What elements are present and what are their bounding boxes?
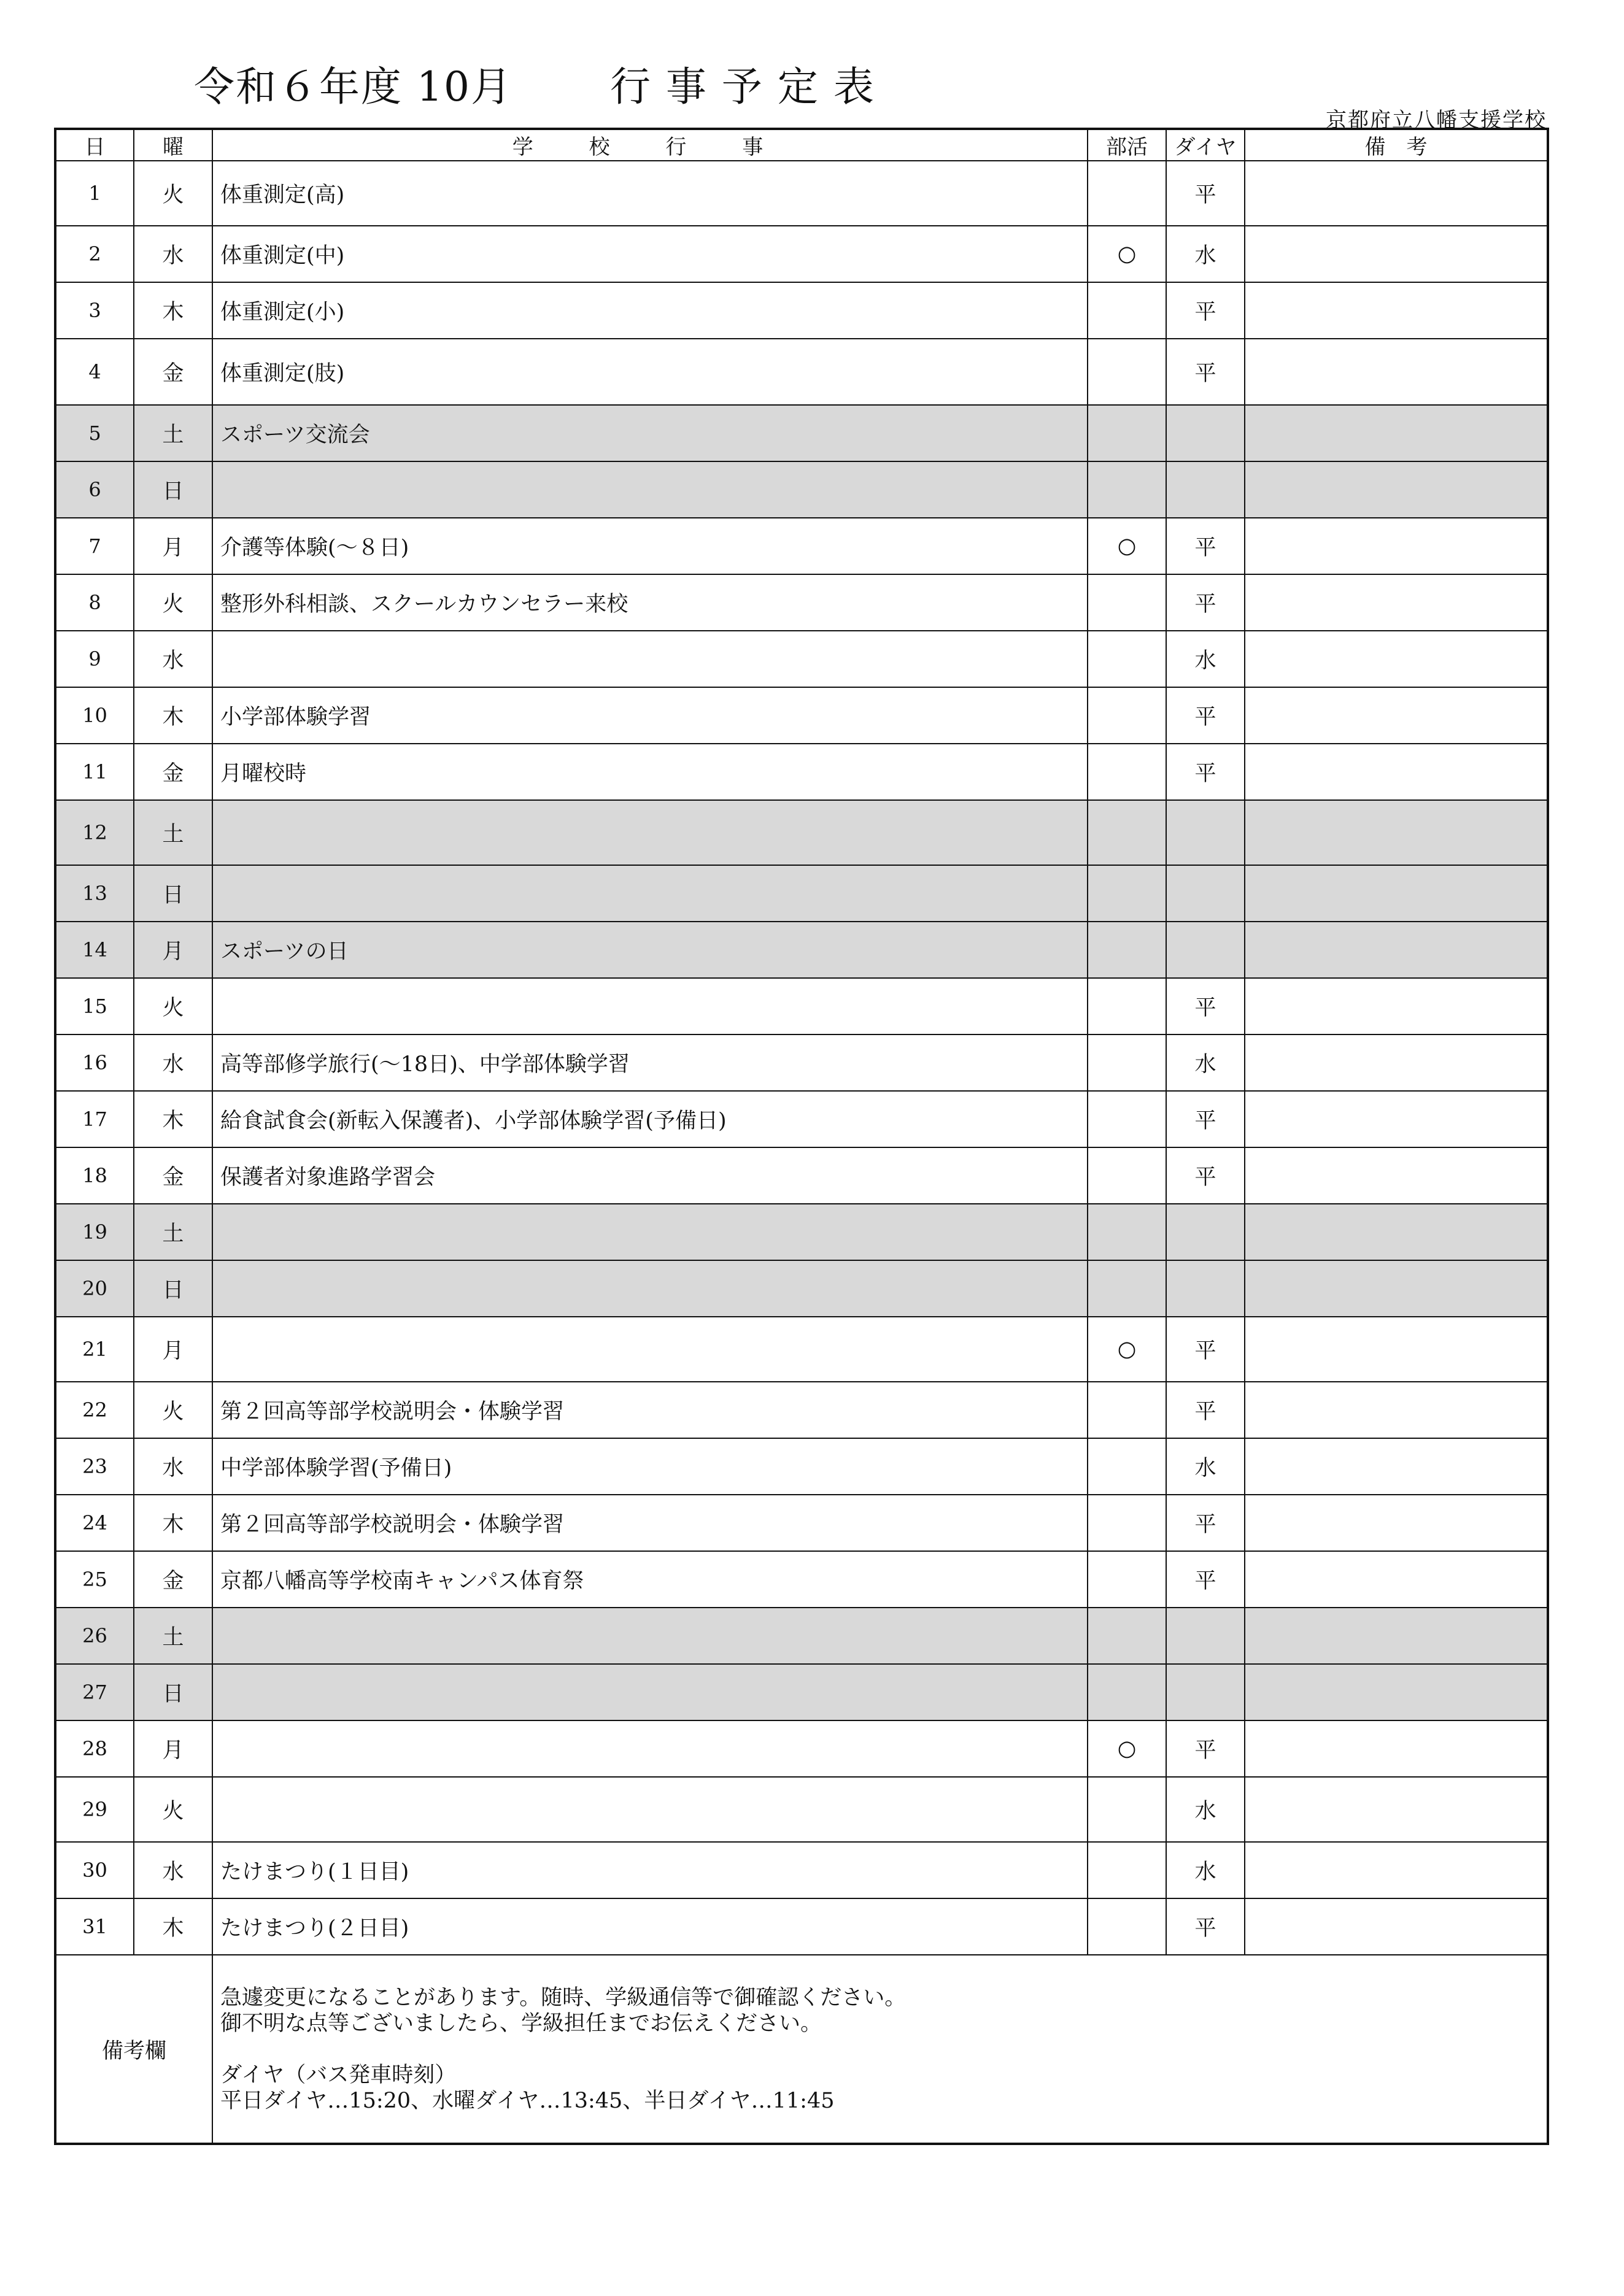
bus-schedule-cell: 平 (1166, 518, 1245, 574)
event-cell: 介護等体験(～８日) (212, 518, 1088, 574)
remarks-cell (1245, 800, 1548, 865)
day-cell: 8 (55, 574, 134, 631)
club-activity-cell (1088, 1091, 1166, 1147)
table-row (55, 744, 1548, 800)
remarks-cell (1245, 461, 1548, 518)
remarks-cell (1245, 631, 1548, 687)
club-activity-cell: ○ (1088, 1720, 1166, 1777)
event-cell (212, 800, 1088, 865)
weekday-cell: 木 (134, 282, 212, 339)
table-row (55, 518, 1548, 574)
table-row (55, 226, 1548, 282)
event-cell (212, 631, 1088, 687)
club-activity-cell (1088, 1495, 1166, 1551)
remarks-cell (1245, 1608, 1548, 1664)
remarks-cell (1245, 1842, 1548, 1898)
weekday-cell: 火 (134, 161, 212, 226)
page-title: 令和６年度 10月 行 事 予 定 表 (194, 63, 875, 110)
remarks-cell (1245, 1720, 1548, 1777)
table-row (55, 1204, 1548, 1260)
club-activity-cell (1088, 1608, 1166, 1664)
event-cell: 整形外科相談、スクールカウンセラー来校 (212, 574, 1088, 631)
club-activity-cell (1088, 865, 1166, 922)
weekday-cell: 土 (134, 1204, 212, 1260)
club-activity-cell (1088, 461, 1166, 518)
club-activity-cell (1088, 1551, 1166, 1608)
weekday-cell: 日 (134, 461, 212, 518)
bus-schedule-cell: 平 (1166, 978, 1245, 1034)
remarks-cell (1245, 687, 1548, 744)
day-cell: 2 (55, 226, 134, 282)
club-activity-cell (1088, 1898, 1166, 1955)
event-cell: 体重測定(高) (212, 161, 1088, 226)
notes-row (55, 1955, 1548, 2144)
event-cell: たけまつり(１日目) (212, 1842, 1088, 1898)
bus-schedule-cell: 水 (1166, 1777, 1245, 1842)
table-row (55, 1034, 1548, 1091)
notes-line: 御不明な点等ございましたら、学級担任までお伝えください。 (220, 2011, 822, 2036)
bus-schedule-cell: 平 (1166, 1147, 1245, 1204)
notes-line: 急遽変更になることがあります。随時、学級通信等で御確認ください。 (220, 1985, 907, 2010)
bus-schedule-cell (1166, 1260, 1245, 1317)
table-row (55, 1551, 1548, 1608)
notes-line: ダイヤ（バス発車時刻） (220, 2062, 457, 2087)
club-activity-cell (1088, 1664, 1166, 1720)
bus-schedule-cell: 水 (1166, 1842, 1245, 1898)
event-cell (212, 1608, 1088, 1664)
day-cell: 3 (55, 282, 134, 339)
day-cell: 25 (55, 1551, 134, 1608)
weekday-cell: 火 (134, 574, 212, 631)
remarks-cell (1245, 1777, 1548, 1842)
remarks-cell (1245, 922, 1548, 978)
remarks-cell (1245, 1495, 1548, 1551)
bus-schedule-cell (1166, 922, 1245, 978)
event-cell: 給食試食会(新転入保護者)、小学部体験学習(予備日) (212, 1091, 1088, 1147)
remarks-cell (1245, 339, 1548, 405)
weekday-cell: 水 (134, 1034, 212, 1091)
day-cell: 31 (55, 1898, 134, 1955)
bus-schedule-cell: 平 (1166, 1898, 1245, 1955)
bus-schedule-cell (1166, 1204, 1245, 1260)
table-row (55, 1260, 1548, 1317)
club-activity-cell (1088, 1382, 1166, 1438)
weekday-cell: 木 (134, 1898, 212, 1955)
event-cell: 高等部修学旅行(～18日)、中学部体験学習 (212, 1034, 1088, 1091)
table-row (55, 1842, 1548, 1898)
table-row (55, 1720, 1548, 1777)
event-cell: 京都八幡高等学校南キャンパス体育祭 (212, 1551, 1088, 1608)
bus-schedule-cell: 平 (1166, 161, 1245, 226)
club-activity-cell: ○ (1088, 1317, 1166, 1382)
notes-line: 平日ダイヤ…15:20、水曜ダイヤ…13:45、半日ダイヤ…11:45 (220, 2088, 835, 2113)
weekday-cell: 水 (134, 631, 212, 687)
remarks-cell (1245, 1898, 1548, 1955)
event-cell: 月曜校時 (212, 744, 1088, 800)
event-cell: 体重測定(肢) (212, 339, 1088, 405)
table-row (55, 978, 1548, 1034)
club-activity-cell (1088, 978, 1166, 1034)
day-cell: 7 (55, 518, 134, 574)
remarks-cell (1245, 1260, 1548, 1317)
day-cell: 6 (55, 461, 134, 518)
event-cell (212, 461, 1088, 518)
remarks-cell (1245, 1382, 1548, 1438)
remarks-cell (1245, 1664, 1548, 1720)
club-activity-cell (1088, 922, 1166, 978)
club-activity-cell (1088, 1777, 1166, 1842)
event-cell: 第２回高等部学校説明会・体験学習 (212, 1382, 1088, 1438)
bus-schedule-cell: 平 (1166, 1551, 1245, 1608)
table-row (55, 161, 1548, 226)
bus-schedule-cell (1166, 1608, 1245, 1664)
weekday-cell: 月 (134, 922, 212, 978)
event-cell (212, 1317, 1088, 1382)
weekday-cell: 火 (134, 1777, 212, 1842)
day-cell: 29 (55, 1777, 134, 1842)
bus-schedule-cell: 平 (1166, 339, 1245, 405)
event-cell (212, 1204, 1088, 1260)
club-activity-cell (1088, 1438, 1166, 1495)
weekday-cell: 日 (134, 1260, 212, 1317)
bus-schedule-cell (1166, 461, 1245, 518)
weekday-cell: 木 (134, 687, 212, 744)
day-cell: 18 (55, 1147, 134, 1204)
remarks-cell (1245, 226, 1548, 282)
weekday-cell: 木 (134, 1495, 212, 1551)
weekday-cell: 月 (134, 518, 212, 574)
club-activity-cell (1088, 687, 1166, 744)
day-cell: 30 (55, 1842, 134, 1898)
bus-schedule-cell: 水 (1166, 226, 1245, 282)
club-activity-cell (1088, 744, 1166, 800)
bus-schedule-cell: 平 (1166, 574, 1245, 631)
day-cell: 16 (55, 1034, 134, 1091)
bus-schedule-cell (1166, 405, 1245, 461)
weekday-cell: 火 (134, 1382, 212, 1438)
remarks-cell (1245, 1551, 1548, 1608)
table-row (55, 461, 1548, 518)
weekday-cell: 日 (134, 865, 212, 922)
notes-body (212, 1955, 1548, 2144)
day-cell: 28 (55, 1720, 134, 1777)
table-row (55, 1898, 1548, 1955)
weekday-cell: 木 (134, 1091, 212, 1147)
club-activity-cell (1088, 282, 1166, 339)
bus-schedule-cell: 平 (1166, 1317, 1245, 1382)
day-cell: 15 (55, 978, 134, 1034)
event-cell (212, 978, 1088, 1034)
remarks-cell (1245, 161, 1548, 226)
club-activity-cell (1088, 1260, 1166, 1317)
table-row (55, 631, 1548, 687)
weekday-cell: 金 (134, 744, 212, 800)
event-cell: 保護者対象進路学習会 (212, 1147, 1088, 1204)
bus-schedule-cell: 水 (1166, 1034, 1245, 1091)
table-row (55, 922, 1548, 978)
remarks-cell (1245, 865, 1548, 922)
day-cell: 20 (55, 1260, 134, 1317)
event-cell (212, 1777, 1088, 1842)
weekday-cell: 水 (134, 226, 212, 282)
club-activity-cell (1088, 1204, 1166, 1260)
club-activity-cell: ○ (1088, 518, 1166, 574)
weekday-cell: 月 (134, 1720, 212, 1777)
day-cell: 11 (55, 744, 134, 800)
day-cell: 4 (55, 339, 134, 405)
day-cell: 17 (55, 1091, 134, 1147)
day-cell: 24 (55, 1495, 134, 1551)
bus-schedule-cell: 平 (1166, 744, 1245, 800)
header-dow: 曜 (134, 129, 212, 161)
table-row (55, 339, 1548, 405)
event-cell (212, 1260, 1088, 1317)
day-cell: 13 (55, 865, 134, 922)
weekday-cell: 土 (134, 1608, 212, 1664)
club-activity-cell: ○ (1088, 226, 1166, 282)
remarks-cell (1245, 1438, 1548, 1495)
header-dia: ダイヤ (1166, 129, 1245, 161)
table-row (55, 1091, 1548, 1147)
table-row (55, 1664, 1548, 1720)
day-cell: 22 (55, 1382, 134, 1438)
notes-line (220, 2036, 1539, 2062)
club-activity-cell (1088, 1147, 1166, 1204)
event-cell: 中学部体験学習(予備日) (212, 1438, 1088, 1495)
day-cell: 27 (55, 1664, 134, 1720)
table-row (55, 687, 1548, 744)
header-notes: 備 考 (1245, 129, 1548, 161)
day-cell: 5 (55, 405, 134, 461)
bus-schedule-cell (1166, 800, 1245, 865)
event-cell: 小学部体験学習 (212, 687, 1088, 744)
schedule-table (54, 128, 1549, 2145)
day-cell: 12 (55, 800, 134, 865)
remarks-cell (1245, 1147, 1548, 1204)
bus-schedule-cell: 平 (1166, 1382, 1245, 1438)
day-cell: 26 (55, 1608, 134, 1664)
weekday-cell: 日 (134, 1664, 212, 1720)
event-cell: 体重測定(中) (212, 226, 1088, 282)
club-activity-cell (1088, 1034, 1166, 1091)
club-activity-cell (1088, 1842, 1166, 1898)
bus-schedule-cell: 平 (1166, 1720, 1245, 1777)
club-activity-cell (1088, 405, 1166, 461)
club-activity-cell (1088, 800, 1166, 865)
club-activity-cell (1088, 161, 1166, 226)
bus-schedule-cell: 平 (1166, 1091, 1245, 1147)
remarks-cell (1245, 1091, 1548, 1147)
bus-schedule-cell: 平 (1166, 282, 1245, 339)
school-name: 京都府立八幡支援学校 (1326, 108, 1547, 133)
day-cell: 10 (55, 687, 134, 744)
table-row (55, 1495, 1548, 1551)
day-cell: 21 (55, 1317, 134, 1382)
table-row (55, 282, 1548, 339)
remarks-cell (1245, 405, 1548, 461)
bus-schedule-cell (1166, 865, 1245, 922)
notes-label: 備考欄 (55, 1955, 212, 2144)
event-cell (212, 1720, 1088, 1777)
weekday-cell: 金 (134, 1147, 212, 1204)
weekday-cell: 月 (134, 1317, 212, 1382)
table-row (55, 1438, 1548, 1495)
weekday-cell: 水 (134, 1842, 212, 1898)
event-cell: スポーツの日 (212, 922, 1088, 978)
weekday-cell: 土 (134, 405, 212, 461)
bus-schedule-cell: 水 (1166, 631, 1245, 687)
table-row (55, 405, 1548, 461)
bus-schedule-cell (1166, 1664, 1245, 1720)
club-activity-cell (1088, 631, 1166, 687)
remarks-cell (1245, 1317, 1548, 1382)
day-cell: 9 (55, 631, 134, 687)
weekday-cell: 土 (134, 800, 212, 865)
event-cell: スポーツ交流会 (212, 405, 1088, 461)
day-cell: 14 (55, 922, 134, 978)
table-row (55, 1382, 1548, 1438)
event-cell: たけまつり(２日目) (212, 1898, 1088, 1955)
weekday-cell: 金 (134, 1551, 212, 1608)
bus-schedule-cell: 平 (1166, 1495, 1245, 1551)
table-row (55, 800, 1548, 865)
club-activity-cell (1088, 339, 1166, 405)
remarks-cell (1245, 574, 1548, 631)
table-row (55, 1147, 1548, 1204)
table-row (55, 1317, 1548, 1382)
event-cell: 体重測定(小) (212, 282, 1088, 339)
event-cell (212, 1664, 1088, 1720)
remarks-cell (1245, 1034, 1548, 1091)
day-cell: 23 (55, 1438, 134, 1495)
club-activity-cell (1088, 574, 1166, 631)
header-row (55, 129, 1548, 161)
weekday-cell: 水 (134, 1438, 212, 1495)
weekday-cell: 金 (134, 339, 212, 405)
remarks-cell (1245, 744, 1548, 800)
remarks-cell (1245, 282, 1548, 339)
event-cell (212, 865, 1088, 922)
event-cell: 第２回高等部学校説明会・体験学習 (212, 1495, 1088, 1551)
table-row (55, 1777, 1548, 1842)
remarks-cell (1245, 1204, 1548, 1260)
header-day: 日 (55, 129, 134, 161)
remarks-cell (1245, 518, 1548, 574)
table-row (55, 574, 1548, 631)
bus-schedule-cell: 平 (1166, 687, 1245, 744)
remarks-cell (1245, 978, 1548, 1034)
table-row (55, 1608, 1548, 1664)
header-club: 部活 (1088, 129, 1166, 161)
bus-schedule-cell: 水 (1166, 1438, 1245, 1495)
day-cell: 1 (55, 161, 134, 226)
header-event: 学 校 行 事 (212, 129, 1088, 161)
table-row (55, 865, 1548, 922)
weekday-cell: 火 (134, 978, 212, 1034)
day-cell: 19 (55, 1204, 134, 1260)
